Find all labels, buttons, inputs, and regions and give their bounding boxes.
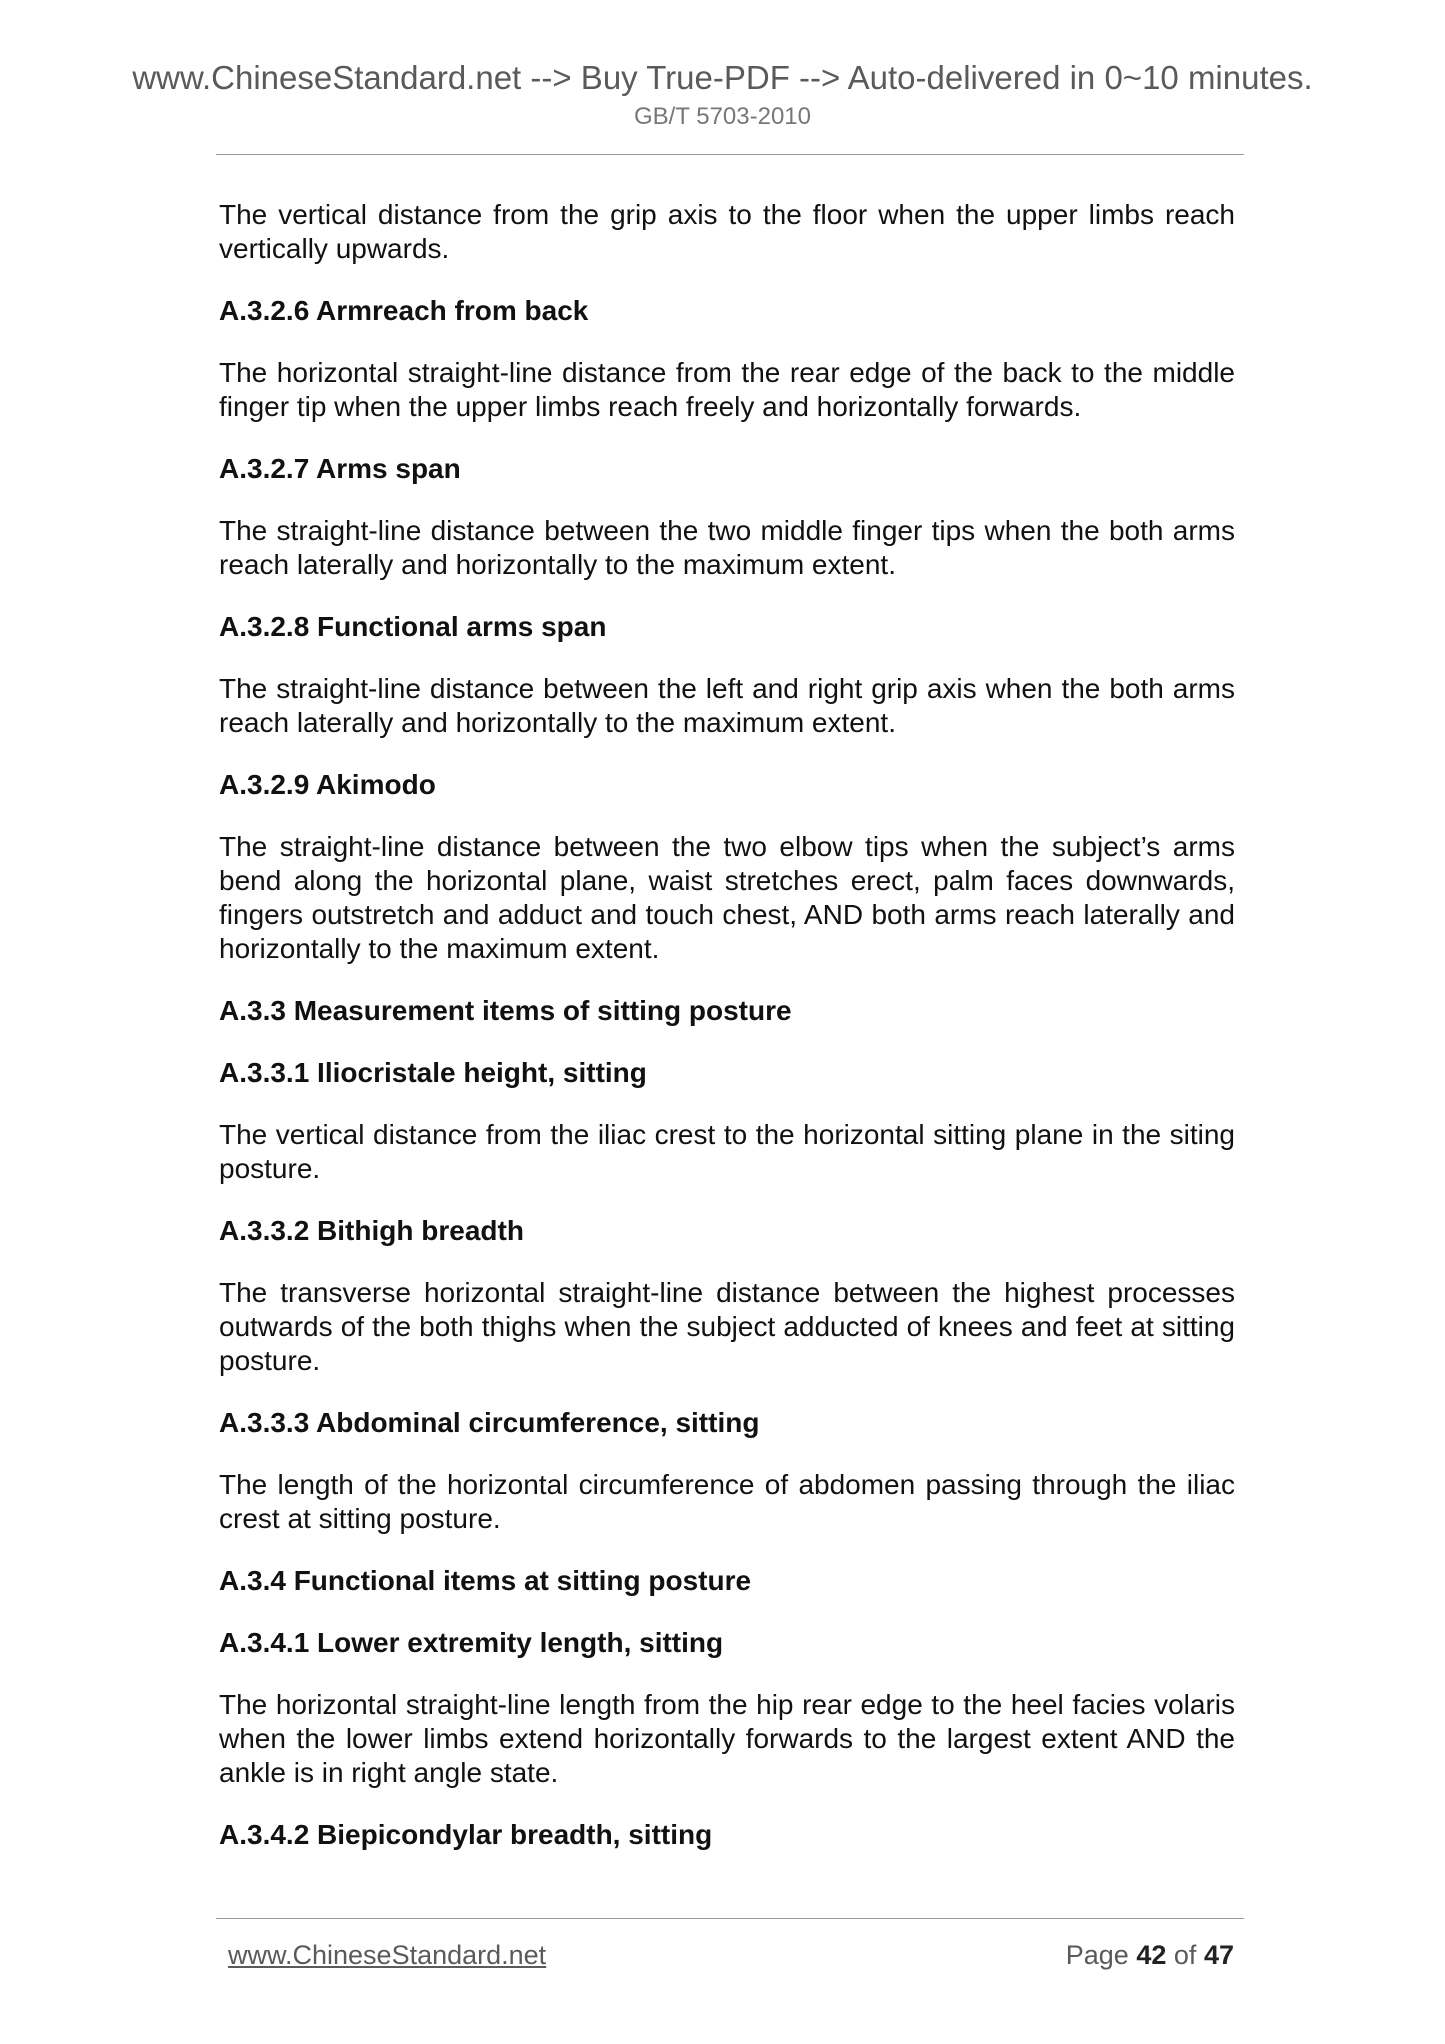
of-word: of (1173, 1940, 1197, 1970)
paragraph-grip-height: The vertical distance from the grip axis to the floor when the upper limbs reach vertically upwards. (219, 199, 1235, 264)
page-current: 42 (1136, 1940, 1167, 1970)
header-banner: www.ChineseStandard.net --> Buy True-PDF --> Auto-delivered in 0~10 minutes. (132, 59, 1313, 96)
page-word: Page (1065, 1940, 1129, 1970)
heading-a3-2-7: A.3.2.7 Arms span (219, 453, 461, 484)
page-header (0, 58, 1445, 132)
heading-a3-4-2: A.3.4.2 Biepicondylar breadth, sitting (219, 1819, 713, 1850)
heading-a3-3-2: A.3.3.2 Bithigh breadth (219, 1215, 524, 1246)
paragraph-arms-span: The straight-line distance between the two middle finger tips when the both arms reach laterally and horizontally to the maximum extent. (219, 515, 1235, 580)
paragraph-lower-extremity-length: The horizontal straight-line length from the hip rear edge to the heel facies volaris when the lower limbs extend horizontally forwards to the largest extent AND the ankle is in right angle state. (219, 1689, 1235, 1788)
heading-a3-4: A.3.4 Functional items at sitting posture (219, 1565, 752, 1596)
standard-number: GB/T 5703-2010 (633, 103, 811, 130)
heading-a3-2-8: A.3.2.8 Functional arms span (219, 611, 607, 642)
paragraph-akimodo: The straight-line distance between the two elbow tips when the subject’s arms bend along the horizontal plane, waist stretches erect, palm faces downwards, fingers outstretch and adduct and touch chest, AND both arms reach laterally and horizontally to the maximum extent. (219, 831, 1235, 964)
page-number (1066, 1940, 1234, 1971)
page-footer (228, 1940, 1234, 1976)
paragraph-iliocristale-height: The vertical distance from the iliac crest to the horizontal sitting plane in the siting posture. (219, 1119, 1235, 1184)
header-divider (216, 154, 1244, 155)
paragraph-functional-arms-span: The straight-line distance between the left and right grip axis when the both arms reach laterally and horizontally to the maximum extent. (219, 673, 1235, 738)
heading-a3-4-1: A.3.4.1 Lower extremity length, sitting (219, 1627, 724, 1658)
paragraph-armreach-from-back: The horizontal straight-line distance from the rear edge of the back to the middle finger tip when the upper limbs reach freely and horizontally forwards. (219, 357, 1235, 422)
footer-website-link[interactable]: www.ChineseStandard.net (228, 1940, 547, 1970)
paragraph-bithigh-breadth: The transverse horizontal straight-line distance between the highest processes outwards of the both thighs when the subject adducted of knees and feet at sitting posture. (219, 1277, 1235, 1376)
heading-a3-2-9: A.3.2.9 Akimodo (219, 769, 436, 800)
heading-a3-3-1: A.3.3.1 Iliocristale height, sitting (219, 1057, 647, 1088)
footer-divider (216, 1918, 1244, 1919)
document-body (219, 198, 1235, 1880)
heading-a3-2-6: A.3.2.6 Armreach from back (219, 295, 589, 326)
heading-a3-3: A.3.3 Measurement items of sitting posture (219, 995, 792, 1026)
paragraph-abdominal-circumference: The length of the horizontal circumference of abdomen passing through the iliac crest at sitting posture. (219, 1469, 1235, 1534)
page-total: 47 (1203, 1940, 1234, 1970)
heading-a3-3-3: A.3.3.3 Abdominal circumference, sitting (219, 1407, 760, 1438)
